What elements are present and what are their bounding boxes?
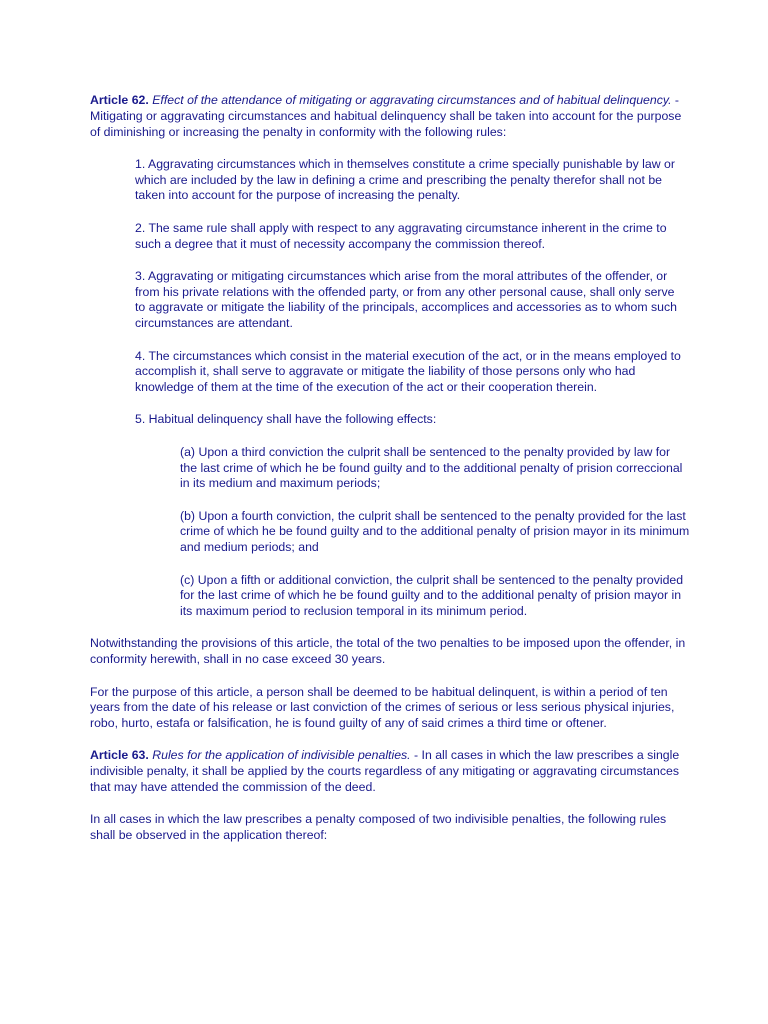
rule-2: 2. The same rule shall apply with respect to any aggravating circumstance inherent in the crime to such a degree that it must of necessity accompany the commission thereof. — [135, 220, 667, 251]
article-62-title: Effect of the attendance of mitigating or aggravating circumstances and of habitual delinquency. — [152, 93, 672, 107]
article-63-label: Article 63. — [90, 748, 149, 763]
article-63-paragraph-2: In all cases in which the law prescribes a penalty composed of two indivisible penalties, the following rules shall be observed in the application thereof: — [90, 812, 667, 843]
rule-5: 5. Habitual delinquency shall have the following effects: — [135, 412, 437, 427]
article-63-title: Rules for the application of indivisible penalties. — [152, 748, 411, 763]
rule-3: 3. Aggravating or mitigating circumstances which arise from the moral attributes of the offender, or from his private relations with the offended party, or from any other personal cause, shall only serve to aggravate or mitigate the liability of the principals, accomplices and accessories as to whom such circumstances are attendant. — [135, 268, 678, 331]
rule-1: 1. Aggravating circumstances which in themselves constitute a crime specially punishable by law or which are included by the law in defining a crime and prescribing the penalty therefor shall not be taken into account for the purpose of increasing the penalty. — [135, 156, 675, 203]
habitual-delinquent-definition: For the purpose of this article, a person shall be deemed to be habitual delinquent, is within a period of ten years from the date of his release or last conviction of the crimes of serious or less serious physical injuries, robo, hurto, estafa or falsification, he is found guilty of any of said crimes a third time or oftener. — [90, 684, 675, 731]
rule-4: 4. The circumstances which consist in the material execution of the act, or in the means employed to accomplish it, shall serve to aggravate or mitigate the liability of those persons only who had knowledge of them at the time of the execution of the act or their cooperation therein. — [135, 348, 681, 395]
article-62-intro-text: - Mitigating or aggravating circumstances and habitual delinquency shall be taken into account for the purpose of diminishing or increasing the penalty in conformity with the following rules: — [90, 93, 682, 139]
document-page — [90, 93, 690, 860]
subrule-c: (c) Upon a fifth or additional conviction, the culprit shall be sentenced to the penalty provided for the last crime of which he be found guilty and to the additional penalty of prision mayor in its maximum period to reclusion temporal in its minimum period. — [180, 572, 684, 619]
subrule-b: (b) Upon a fourth conviction, the culprit shall be sentenced to the penalty provided for the last crime of which he be found guilty and to the additional penalty of prision mayor in its minimum and medium periods; and — [180, 508, 690, 555]
article-63-intro — [90, 748, 690, 795]
notwithstanding-paragraph: Notwithstanding the provisions of this article, the total of the two penalties to be imposed upon the offender, in conformity herewith, shall in no case exceed 30 years. — [90, 636, 686, 667]
article-62-intro — [90, 93, 690, 140]
subrule-a: (a) Upon a third conviction the culprit shall be sentenced to the penalty provided by law for the last crime of which he be found guilty and to the additional penalty of prision correccional in its medium and maximum periods; — [180, 444, 683, 491]
article-63-intro-text: - In all cases in which the law prescribes a single indivisible penalty, it shall be applied by the courts regardless of any mitigating or aggravating circumstances that may have attended the commission of the deed. — [90, 748, 680, 794]
article-62-label: Article 62. — [90, 93, 149, 107]
